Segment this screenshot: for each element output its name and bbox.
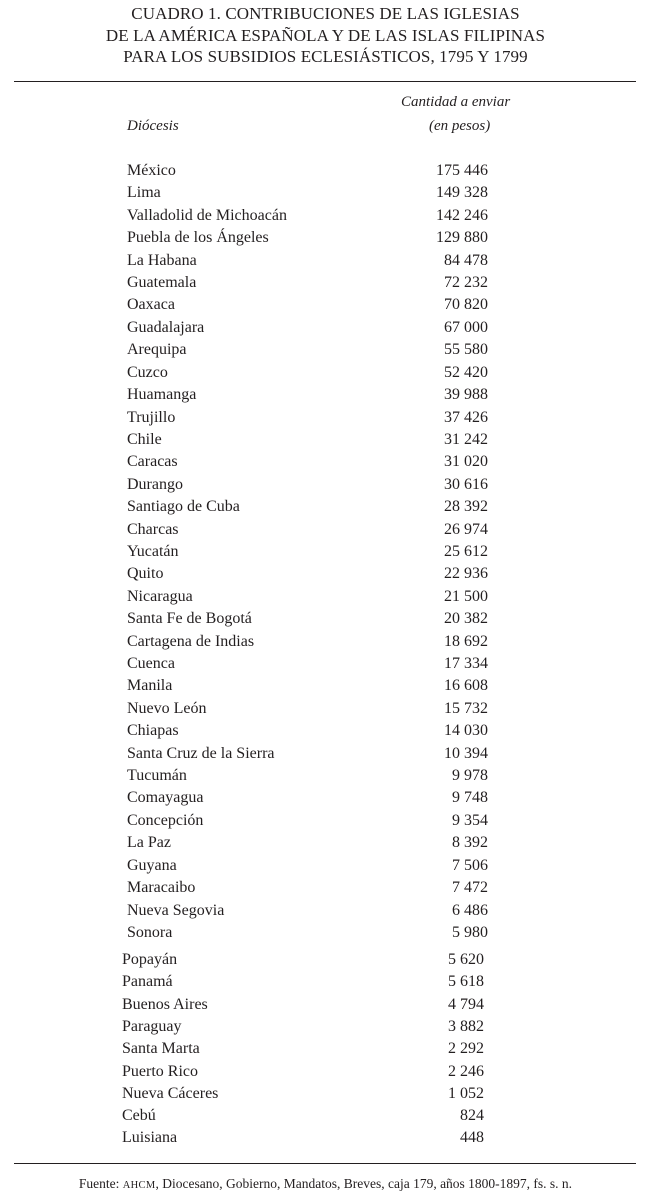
diocese-name: Sonora bbox=[127, 923, 173, 941]
amount-value: 25 612 bbox=[444, 542, 488, 560]
diocese-name: Santa Cruz de la Sierra bbox=[127, 744, 275, 762]
diocese-name: Puerto Rico bbox=[122, 1062, 198, 1080]
table-row bbox=[122, 1061, 484, 1083]
diocese-name: Comayagua bbox=[127, 789, 204, 807]
amount-value: 149 328 bbox=[436, 184, 488, 202]
table-row bbox=[127, 227, 488, 249]
table-row bbox=[127, 541, 488, 563]
diocese-name: Oaxaca bbox=[127, 296, 175, 314]
title-line-3: PARA LOS SUBSIDIOS ECLESIÁSTICOS, 1795 Y 1799 bbox=[123, 47, 528, 66]
table-row bbox=[127, 653, 488, 675]
diocese-name: Santa Marta bbox=[122, 1040, 200, 1058]
diocese-name: Santiago de Cuba bbox=[127, 498, 240, 516]
diocese-name: Cartagena de Indias bbox=[127, 632, 255, 650]
table-row bbox=[122, 1105, 484, 1127]
amount-value: 8 392 bbox=[452, 834, 488, 852]
table-row bbox=[127, 250, 488, 272]
table-row bbox=[122, 1083, 484, 1105]
table-row bbox=[127, 631, 488, 653]
header-amount-line2: (en pesos) bbox=[429, 118, 491, 134]
amount-value: 5 980 bbox=[452, 923, 488, 941]
source-text: , Diocesano, Gobierno, Mandatos, Breves, caja 179, años 1800-1897, fs. s. n. bbox=[155, 1176, 573, 1191]
diocese-name: Nueva Segovia bbox=[127, 901, 225, 919]
source-archive: AHCM bbox=[122, 1180, 156, 1191]
amount-value: 3 882 bbox=[448, 1017, 484, 1035]
amount-value: 824 bbox=[460, 1107, 484, 1125]
diocese-name: Puebla de los Ángeles bbox=[127, 229, 269, 247]
table-row bbox=[127, 294, 488, 316]
table-row bbox=[127, 496, 488, 518]
diocese-name: Luisiana bbox=[122, 1129, 178, 1147]
amount-value: 17 334 bbox=[444, 655, 488, 673]
diocese-name: Nueva Cáceres bbox=[122, 1084, 219, 1102]
amount-value: 39 988 bbox=[444, 386, 488, 404]
amount-value: 7 472 bbox=[452, 879, 488, 897]
amount-value: 448 bbox=[460, 1129, 484, 1147]
amount-value: 9 748 bbox=[452, 789, 488, 807]
diocese-name: Chile bbox=[127, 430, 162, 448]
amount-value: 5 620 bbox=[448, 951, 484, 968]
diocese-name: Paraguay bbox=[122, 1017, 182, 1035]
diocese-name: Santa Fe de Bogotá bbox=[127, 610, 252, 628]
amount-value: 15 732 bbox=[444, 699, 488, 717]
table-row bbox=[127, 832, 488, 854]
header-amount-line1: Cantidad a enviar bbox=[401, 94, 511, 110]
diocese-name: La Habana bbox=[127, 251, 197, 269]
amount-value: 84 478 bbox=[444, 251, 488, 269]
amount-value: 30 616 bbox=[444, 475, 488, 493]
amount-value: 4 794 bbox=[448, 995, 484, 1013]
diocese-name: Caracas bbox=[127, 453, 178, 471]
diocese-name: Trujillo bbox=[127, 408, 176, 426]
table-row bbox=[127, 608, 488, 630]
table-row bbox=[127, 317, 488, 339]
table-row bbox=[127, 698, 488, 720]
diocese-name: Yucatán bbox=[127, 542, 179, 560]
diocese-name: México bbox=[127, 162, 176, 179]
amount-value: 9 978 bbox=[452, 767, 488, 785]
table-row bbox=[122, 1127, 484, 1149]
source-label: Fuente: bbox=[78, 1176, 120, 1191]
amount-value: 52 420 bbox=[444, 363, 488, 381]
diocese-name: Popayán bbox=[122, 951, 178, 968]
diocese-name: Manila bbox=[127, 677, 173, 695]
diocese-name: Lima bbox=[127, 184, 161, 202]
table-row bbox=[127, 877, 488, 899]
diocese-name: Panamá bbox=[122, 973, 173, 991]
amount-value: 7 506 bbox=[452, 856, 488, 874]
diocese-name: Chiapas bbox=[127, 722, 179, 740]
diocese-name: Cebú bbox=[122, 1107, 156, 1125]
table-row bbox=[127, 765, 488, 787]
amount-value: 175 446 bbox=[436, 162, 488, 179]
table-row bbox=[122, 971, 484, 993]
diocese-name: Cuzco bbox=[127, 363, 168, 381]
amount-value: 18 692 bbox=[444, 632, 488, 650]
top-rule bbox=[14, 81, 636, 82]
diocese-name: Guadalajara bbox=[127, 318, 205, 336]
amount-value: 6 486 bbox=[452, 901, 488, 919]
table-row bbox=[127, 855, 488, 877]
table-row bbox=[127, 675, 488, 697]
diocese-name: La Paz bbox=[127, 834, 171, 852]
source-note bbox=[0, 1176, 651, 1192]
table-row bbox=[127, 787, 488, 809]
amount-value: 1 052 bbox=[448, 1084, 484, 1102]
diocese-name: Guyana bbox=[127, 856, 177, 874]
table-row bbox=[127, 743, 488, 765]
amount-value: 9 354 bbox=[452, 811, 488, 829]
diocese-name: Buenos Aires bbox=[122, 995, 208, 1013]
title-line-2: DE LA AMÉRICA ESPAÑOLA Y DE LAS ISLAS FILIPINAS bbox=[105, 25, 546, 45]
amount-value: 31 242 bbox=[444, 430, 488, 448]
table-row bbox=[127, 563, 488, 585]
bottom-rule bbox=[14, 1163, 636, 1164]
table-row bbox=[127, 474, 488, 496]
table-row bbox=[127, 384, 488, 406]
table-row bbox=[122, 994, 484, 1016]
table-row bbox=[127, 407, 488, 429]
table-row bbox=[127, 362, 488, 384]
diocese-name: Nicaragua bbox=[127, 587, 193, 605]
amount-value: 31 020 bbox=[444, 453, 488, 471]
diocese-name: Arequipa bbox=[127, 341, 187, 359]
diocese-name: Huamanga bbox=[127, 386, 197, 404]
amount-value: 5 618 bbox=[448, 973, 484, 991]
amount-value: 142 246 bbox=[436, 206, 488, 224]
diocese-name: Nuevo León bbox=[127, 699, 207, 717]
table-row bbox=[122, 949, 484, 971]
diocese-name: Concepción bbox=[127, 811, 204, 829]
table-row bbox=[127, 205, 488, 227]
table-row bbox=[127, 586, 488, 608]
table-row bbox=[127, 900, 488, 922]
table-row bbox=[127, 272, 488, 294]
table-row bbox=[127, 922, 488, 944]
title-line-1: CUADRO 1. CONTRIBUCIONES DE LAS IGLESIAS bbox=[131, 4, 520, 23]
amount-value: 20 382 bbox=[444, 610, 488, 628]
amount-value: 21 500 bbox=[444, 587, 488, 605]
amount-value: 129 880 bbox=[436, 229, 488, 247]
table-row bbox=[127, 720, 488, 742]
table-row bbox=[127, 429, 488, 451]
table-row bbox=[122, 1016, 484, 1038]
table-title bbox=[0, 3, 651, 68]
header-diocese: Diócesis bbox=[127, 118, 179, 134]
diocese-name: Maracaibo bbox=[127, 879, 196, 897]
amount-value: 10 394 bbox=[444, 744, 488, 762]
diocese-name: Valladolid de Michoacán bbox=[127, 206, 287, 224]
diocese-name: Durango bbox=[127, 475, 183, 493]
table-row bbox=[127, 160, 488, 182]
table-row bbox=[122, 1038, 484, 1060]
amount-value: 22 936 bbox=[444, 565, 488, 583]
diocese-name: Charcas bbox=[127, 520, 179, 538]
table-row bbox=[127, 339, 488, 361]
table-row bbox=[127, 810, 488, 832]
diocese-name: Quito bbox=[127, 565, 164, 583]
amount-value: 55 580 bbox=[444, 341, 488, 359]
amount-value: 70 820 bbox=[444, 296, 488, 314]
amount-value: 26 974 bbox=[444, 520, 488, 538]
amount-value: 2 292 bbox=[448, 1040, 484, 1058]
amount-value: 67 000 bbox=[444, 318, 488, 336]
table-row bbox=[127, 451, 488, 473]
amount-value: 14 030 bbox=[444, 722, 488, 740]
amount-value: 72 232 bbox=[444, 274, 488, 292]
diocese-name: Guatemala bbox=[127, 274, 197, 292]
amount-value: 28 392 bbox=[444, 498, 488, 516]
diocese-name: Cuenca bbox=[127, 655, 175, 673]
table-row bbox=[127, 519, 488, 541]
amount-value: 2 246 bbox=[448, 1062, 484, 1080]
amount-value: 16 608 bbox=[444, 677, 488, 695]
diocese-name: Tucumán bbox=[127, 767, 187, 785]
amount-value: 37 426 bbox=[444, 408, 488, 426]
table-row bbox=[127, 182, 488, 204]
